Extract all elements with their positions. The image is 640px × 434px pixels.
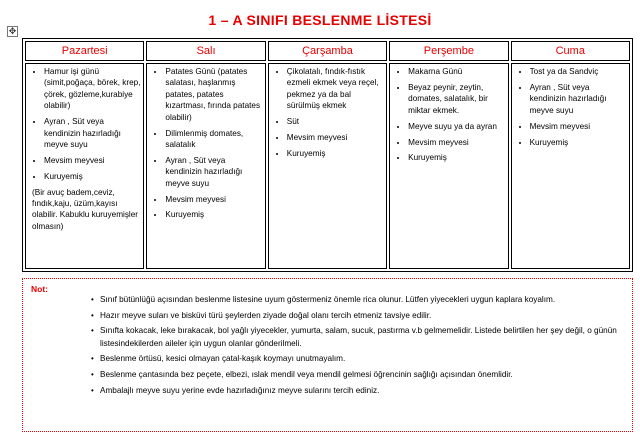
note-item <box>91 353 626 366</box>
menu-item: • Kuruyemiş <box>44 171 141 182</box>
move-arrows-icon[interactable]: ✥ <box>8 26 17 36</box>
menu-item: • Ayran , Süt veya kendinizin hazırladığı meyve suyu <box>44 116 141 150</box>
day-header: Cuma <box>511 41 630 61</box>
day-header: Çarşamba <box>268 41 387 61</box>
menu-item: • Ayran , Süt veya kendinizin hazırladığı meyve suyu <box>530 82 627 116</box>
menu-item: • Dilimlenmiş domates, salatalık <box>165 128 262 151</box>
menu-item: • Kuruyemiş <box>165 209 262 220</box>
note-text: Sınıfta kokacak, leke bırakacak, bol yağlı yiyecekler, yumurta, salam, sucuk, pastırma v.b gelmemelidir. Listede belirtilen her şey değil, o günün listesindekilerden aileler için uygun olanlar gönderilmeli. <box>100 326 617 348</box>
note-text: Ambalajlı meyve suyu yerine evde hazırladığınız meyve sularını tercih ediniz. <box>100 385 380 395</box>
menu-item: • Mevsim meyvesi <box>408 137 505 148</box>
bullet-icon: • <box>91 354 94 364</box>
menu-item: • Tost ya da Sandviç <box>530 66 627 77</box>
day-header: Salı <box>146 41 265 61</box>
bullet-icon: • <box>91 385 94 395</box>
day-header: Perşembe <box>389 41 508 61</box>
bullet-icon: • <box>91 369 94 379</box>
bullet-icon: • <box>91 326 94 336</box>
day-cell-cuma <box>511 63 630 269</box>
note-item <box>91 385 626 398</box>
bullet-icon: • <box>91 295 94 304</box>
menu-item: • Çikolatalı, fındık-fıstık ezmeli ekmek veya reçel, pekmez ya da bal sürülmüş ekmek <box>287 66 384 112</box>
menu-header-row <box>25 41 630 61</box>
note-text: Beslenme çantasında bez peçete, elbezi, ıslak mendil veya mendil gelmesi öğrencinin sağlığı açısından önemlidir. <box>100 369 513 379</box>
menu-item: • Hamur işi günü (simit,poğaça, börek, krep, çörek, gözleme,kurabiye olabilir) <box>44 66 141 112</box>
day-cell-sali <box>146 63 265 269</box>
notes-list <box>91 294 626 400</box>
notes-label: Not: <box>31 284 48 294</box>
menu-item: • Kuruyemiş <box>408 152 505 163</box>
menu-item: • Süt <box>287 116 384 127</box>
menu-item: • Makarna Günü <box>408 66 505 77</box>
menu-note: (Bir avuç badem,ceviz, fındık,kaju, üzüm,kayısı olabilir. Kabuklu kuruyemişler olmasın) <box>32 187 139 231</box>
menu-item: • Meyve suyu ya da ayran <box>408 121 505 132</box>
menu-item: • Mevsim meyvesi <box>165 194 262 205</box>
note-text: Beslenme örtüsü, kesici olmayan çatal-kaşık koymayı unutmayalım. <box>100 354 346 364</box>
note-text: Sınıf bütünlüğü açısından beslenme listesine uyum göstermeniz önemle rica olunur. Lütfen yiyecekleri uygun kaplara koyalım. <box>100 295 556 304</box>
menu-item: • Beyaz peynir, zeytin, domates, salatalık, bir miktar ekmek. <box>408 82 505 116</box>
note-item <box>91 369 626 382</box>
note-text: Hazır meyve suları ve bisküvi türü şeylerden ziyade doğal olanı tercih etmeniz tavsiye edilir. <box>100 310 432 320</box>
menu-item: • Mevsim meyvesi <box>287 132 384 143</box>
menu-table <box>22 38 633 272</box>
bullet-icon: • <box>91 310 94 320</box>
day-cell-carsamba <box>268 63 387 269</box>
notes-box <box>22 278 633 432</box>
page-title: 1 – A SINIFI BESLENME LİSTESİ <box>208 12 432 28</box>
menu-body-row <box>25 63 630 269</box>
menu-item: • Patates Günü (patates salatası, haşlanmış patates, patates kızartması, fırında patates olabilir) <box>165 66 262 123</box>
menu-item: • Ayran , Süt veya kendinizin hazırladığı meyve suyu <box>165 155 262 189</box>
menu-item: • Mevsim meyvesi <box>44 155 141 166</box>
day-cell-persembe <box>389 63 508 269</box>
menu-item: • Mevsim meyvesi <box>530 121 627 132</box>
note-item <box>91 294 626 307</box>
menu-item: • Kuruyemiş <box>530 137 627 148</box>
day-header: Pazartesi <box>25 41 144 61</box>
menu-item: • Kuruyemiş <box>287 148 384 159</box>
note-item <box>91 310 626 323</box>
day-cell-pazartesi <box>25 63 144 269</box>
note-item <box>91 325 626 350</box>
